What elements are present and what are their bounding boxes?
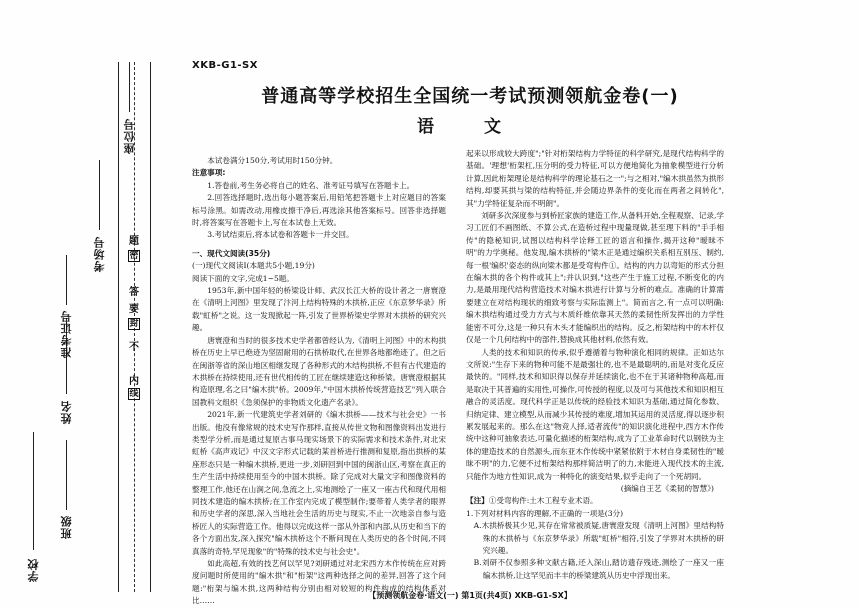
note-item: 3.考试结束后,将本试卷和答题卡一并交回。	[207, 230, 354, 240]
ticket-number-label: 准考证号	[60, 310, 73, 358]
school-label: 学校	[27, 558, 40, 582]
binding-line-outer	[150, 62, 151, 592]
ticket-number-blank[interactable]	[66, 255, 67, 305]
name-label: 姓名	[60, 400, 73, 424]
passage-paragraph: 2021年,新一代建筑史学者刘研的《编木拱桥——技术与社会史》一书出版。他没有像常规的技术史写作那样,直接从传世文物和图像资料出发进行类型学分析,而是通过复原古事马现实场景下的实际需求和技术条件,对北宋虹桥《高声戏记》中汉文字形式记载的某首桥进行推测和复原,指出拱桥的某座形态只是一种编木拱桥,更进一步,刘研回到中国的闽浙山区,考察在真正的生产生活中持续使用至今的中国木拱桥。除了完成对大量文字和图像资料的整理工作,他还在山涧之间,急流之上,实地测绘了一座又一座古代和现代用相同技术建造的编木拱桥;在工作室内完成了模型制作;要带着人类学者的眼界和历史学者的深思,深入当地社会生活的历史与现实,不止一次地亲自参与造桥匠人的实际营造工作。他得以完成这样一部从外部和内部,从历史和当下的各个方面出发,深入探究"编木拱桥这个不断问现在人类历史的各个时间,不同真落的奇特,罕见现象"的"特殊的技术史与社会史"。	[192, 410, 446, 556]
paper-code: XKB-G1-SX	[192, 60, 258, 71]
intro-text: 本试卷满分150分,考试用时150分钟。	[207, 156, 338, 165]
seal-char: 封	[129, 319, 139, 329]
seal-char: 内	[129, 376, 139, 387]
exam-room-label: 考场号	[93, 236, 106, 272]
note-item: 1.答卷前,考生务必将自己的姓名、准考证号填写在答题卡上。	[207, 180, 415, 190]
seal-char: 题	[129, 236, 139, 247]
footnote-label: 【注】	[466, 496, 489, 506]
right-column	[466, 148, 724, 582]
binding-line	[118, 62, 119, 592]
seat-number-label: 座位号	[123, 118, 136, 154]
passage-paragraph: 起来以形成较大跨度";"针对桁架结构力学特征的科学研究,是现代结构科学的基础。'理想'桁架杠,压分明的受力特征,可以方便地简化为抽象模型进行分析计算,因此桁架理论是结构科学的理论基石之一";与之相对,"编木拱虽然为拱形结构,却要其拱与梁的结构特征,并会随边界条件的变化而在两者之间转化",其"力学特征复杂而不明朗"。	[466, 149, 724, 208]
note-item: 2.回答选择题时,选出每小题答案后,用铅笔把答题卡上对应题目的答案标号涂黑。如需改动,用橡皮擦干净后,再选涂其他答案标号。回答非选择题时,将答案写在答题卡上,写在本试卷上无效。	[192, 193, 446, 228]
seal-char: 要	[129, 304, 139, 315]
passage-paragraph: 刘研多次深度参与到桥匠家族的建造工作,从备料开始,全程观察、记录,学习工匠们不画图纸、不算公式,在造桥过程中现量现做,甚至理下料的"手手相传"的隐秘知识,试图以结构科学诠释工匠的语言和操作,揭开这种"暧昧不明"的力学奥秘。他发现,编木拱桥的"梁木正是通过编织关系相互别压、制约,每一根'编织'姿态的纵向梁木都是受弯构件①。结构的内力以弯矩的形式分担在编木拱的各个构件或其上";并认识到,"这些产生于施工过程,不断变化的内力,是最用现代结构营造技术对编木拱进行计算与分析的难点。准确的计算需要建立在对结构现状的细致考察与实际监测上"。简而言之,有一点可以明确:编木拱结构通过受力方式与木质纤维依靠其天然的柔韧性所发挥出的力学性能密不可分,这是一种只有木头才能编织出的结构。反之,桁架结构中的木杆仅仅是一个几何结构中的部件,替换成其他材料,依然有效。	[466, 211, 724, 345]
passage-source: (摘编自王艺《柔韧的智慧》)	[620, 483, 714, 493]
left-column	[192, 155, 446, 608]
class-label: 班级	[60, 515, 73, 539]
passage-paragraph: 如此高超,有效的技艺何以罕见?刘研通过对北宋西方木作传统在应对跨度问题时所使用的"编木拱"和"桁架"这两种选择之间的差异,回答了这个问题:"桁架与编木拱,这两种结构分别由相对较短的构件构成的结构体系对比……	[192, 559, 446, 606]
exam-title: 普通高等学校招生全国统一考试预测领航金卷(一)	[261, 86, 679, 107]
binding-strip	[0, 0, 158, 608]
part-title: (一)现代文阅读Ⅰ(本题共5小题,19分)	[192, 261, 315, 271]
seal-char: 不	[129, 342, 139, 353]
page-footer: 【预测领航金卷·语文(一) 第1页(共4页) XKB-G1-SX】	[368, 591, 572, 600]
exam-room-blank[interactable]	[99, 160, 100, 230]
subject-title: 语 文	[417, 117, 523, 137]
seal-char: 答	[129, 287, 139, 298]
footnote	[466, 495, 724, 507]
passage-paragraph: 唐寰澄和当时的很多技术史学者都曾经认为,《清明上河图》中的木构拱桥在历史上早已绝迹为坚固耐用的石拱桥取代,在世界各地都绝迹了。但之后在闽浙等省的深山地区相继发现了各种形式的木结构拱桥,不但有古代建造的木拱桥在持续使用,还有世代相传的工匠在继续建造这种桥梁。唐寰澄根据其构造原理,名之曰"编木拱"桥。2009年,"中国木拱桥传统营造技艺"列入联合国教科文组织《急须保护的非物质文化遗产名录》。	[192, 335, 446, 407]
answer-option: B.刘研不仅参照多种文献古籍,还入深山,踏访遗存残迹,测绘了一座又一座编木拱桥,让这罕见而丰丰的桥梁建筑从历史中浮现出来。	[473, 558, 724, 580]
passage-paragraph: 1953年,新中国年轻的桥梁设计师、武汉长江大桥的设计者之一唐寰澄在《清明上河图》里发现了汴河上结构特殊的木拱桥,正应《东京梦华录》所载"虹桥"之说。这一发现掀起一阵,引发了世界桥梁史学界对木拱桥的研究兴趣。	[192, 286, 446, 333]
reading-instruction: 阅读下面的文字,完成1~5题。	[192, 273, 294, 283]
school-blank[interactable]	[33, 432, 34, 550]
seal-char: 密	[129, 251, 139, 261]
seal-char: 线	[129, 389, 139, 399]
section-title: 一、现代文阅读(35分)	[192, 248, 271, 258]
passage-paragraph: 人类的技术和知识的传承,似乎遵循着与物种演化相同的规律。正如达尔文所说:"生存下来的物种可能不是最强壮的,也不是最聪明的,而是对变化反应最快的。"同样,技术和知识得以保存并延续演化,也不在于其诸种物种高超,而是取决于其普遍的实用性,可操作,可传授的程度,以及可与其他技术和知识相互融合的灵活度。现代科学正是以传统的经验技术知识为基础,通过简化参数、归纳定律、建立模型,从而减少其传授的难度,增加其运用的灵活度,得以逐步积累发展起来的。那么在这"物竞人择,适者流传"的知识演化进程中,西方木作传统中这种可抽象表达,可量化描述的桁架结构,成为了工业革命时代以钢铁为主体的建造技术的自然源头,而东亚木作传统中紧紧依附于木材自身柔韧性的"暧昧不明"的力,它便不过桁架结构那样简洁明了的力,未能进入现代技术的主流,只能作为地方性知识,成为一种特化的演变结果,似乎走向了一个死胡同。	[466, 347, 724, 481]
answer-option: A.木拱桥极其少见,其存在常常被质疑,唐寰澄发现《清明上河图》里结构特殊的木拱桥与《东京梦华录》所载"虹桥"相符,引发了学界对木拱桥的研究兴趣。	[473, 521, 724, 555]
class-blank[interactable]	[66, 440, 67, 510]
footnote-text: ①受弯构件:土木工程专业术语。	[488, 496, 598, 506]
question-stem: 1.下列对材料内容的理解,不正确的一项是(3分)	[466, 508, 624, 518]
seat-number-blank[interactable]	[129, 62, 130, 112]
notes-title: 注意事项:	[192, 168, 226, 178]
